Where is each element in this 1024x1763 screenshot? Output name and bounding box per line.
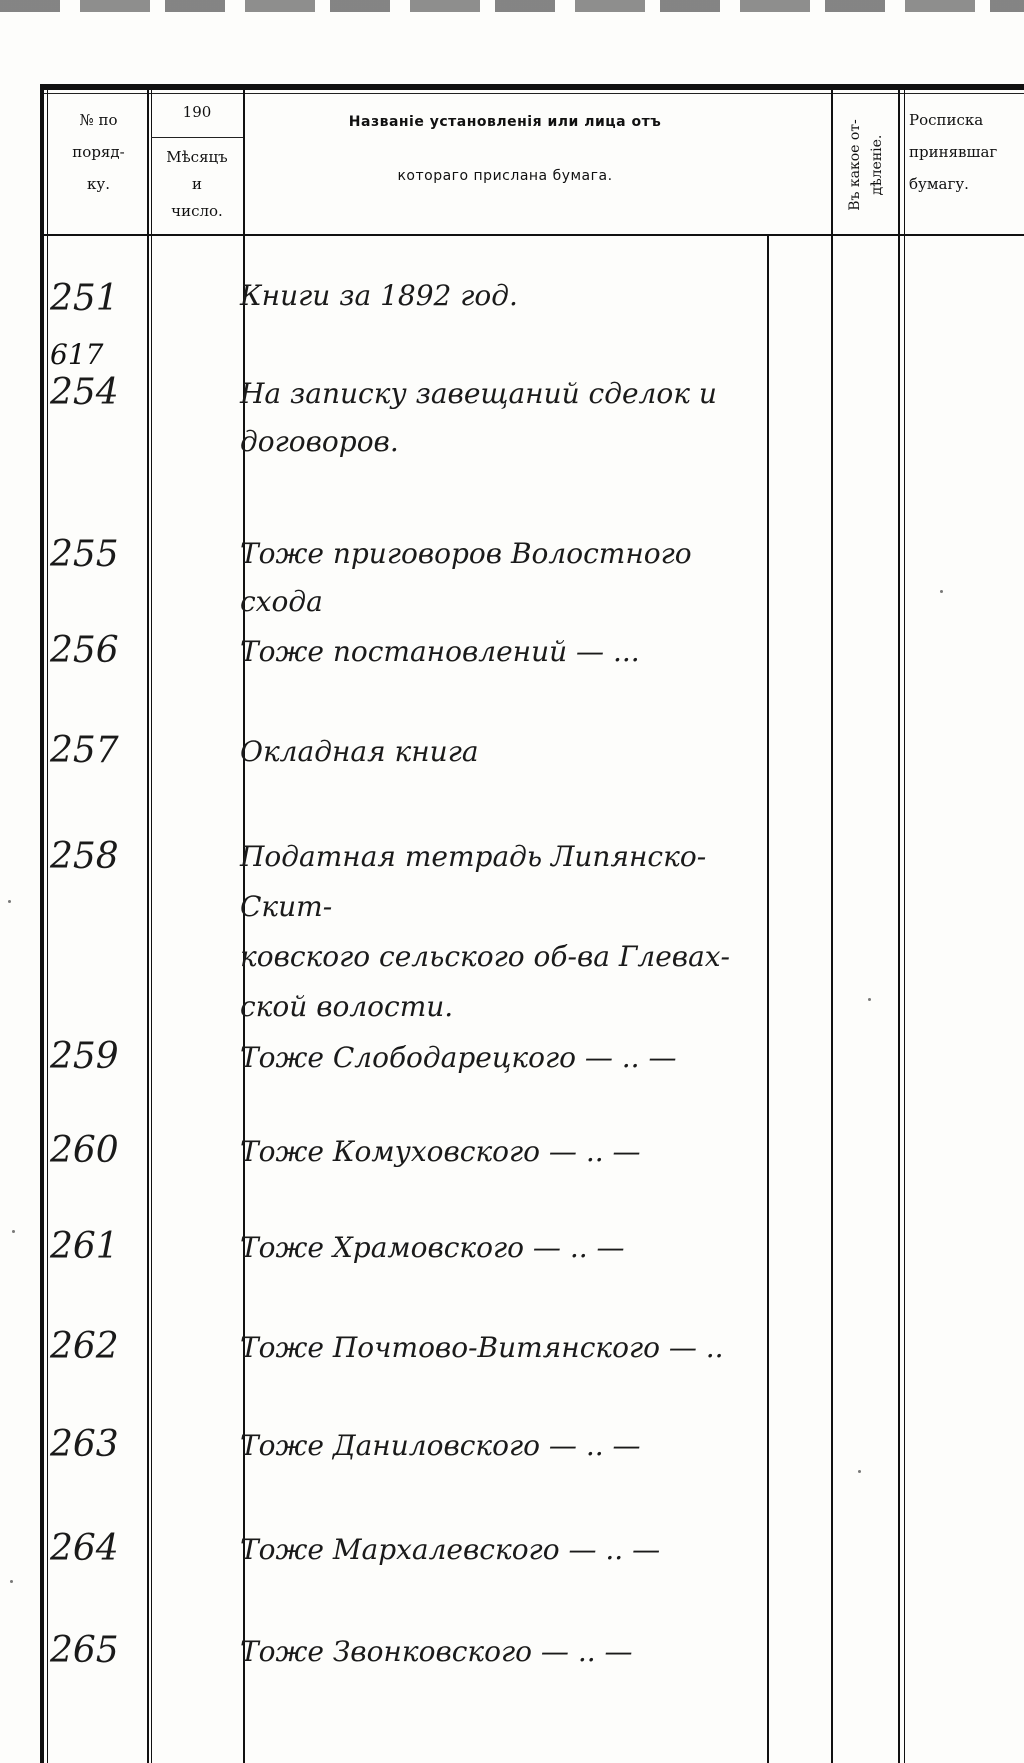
entry-number: 254 (50, 372, 119, 413)
entry-text: Тоже Звонковского — .. — (240, 1635, 633, 1668)
entry-text: Книги за 1892 год. (240, 279, 518, 312)
header-bottom-border (40, 234, 1024, 236)
header-department-text (844, 119, 888, 211)
ink-speck (858, 1470, 861, 1473)
column-divider-number (147, 84, 149, 1763)
table-top-border (40, 84, 1024, 90)
entry-text: Тоже Почтово-Витянского — .. (240, 1331, 724, 1364)
column-divider-dept-left (831, 84, 833, 1763)
torn-top-edge (0, 0, 1024, 12)
header-receipt (905, 104, 1024, 200)
ink-speck (868, 998, 871, 1001)
header-name-line: Названіе установленія или лица отъ (348, 114, 662, 130)
entry-number: 256 (50, 630, 119, 671)
entry-text: На записку завещаний сделок и договоров. (240, 377, 717, 458)
header-department-line: дѣленіе. (868, 134, 885, 196)
entry-text: Тоже приговоров Волостного схода (240, 537, 692, 618)
entry-number: 265 (50, 1630, 119, 1671)
entry-text: Тоже Комуховского — .. — (240, 1135, 641, 1168)
header-number-line: № по (79, 111, 118, 129)
entry-text: Тоже Даниловского — .. — (240, 1429, 641, 1462)
table-top-border-inner (40, 93, 1024, 94)
header-number-line: поряд- (72, 143, 125, 161)
header-date-line: Мѣсяцъ (166, 148, 228, 166)
header-department-line: Въ какое от- (846, 119, 863, 211)
entry-number: 255 (50, 534, 119, 575)
header-date-line: и (192, 175, 202, 193)
header-name-line: котораго прислана бумага. (397, 168, 613, 184)
ink-speck (12, 1230, 15, 1233)
entry-text: Тоже Храмовского — .. — (240, 1231, 625, 1264)
header-date (151, 144, 243, 225)
header-receipt-line: принявшаг (909, 143, 998, 161)
column-divider-number-inner (151, 84, 152, 1763)
left-border (40, 84, 44, 1763)
entry-text: Тоже постановлений — ... (240, 635, 640, 668)
entry-number: 251 (50, 278, 119, 319)
entry-number: 262 (50, 1326, 119, 1367)
entry-number: 258 (50, 836, 119, 877)
entry-number: 261 (50, 1226, 119, 1267)
entry-text: Податная тетрадь Липянско-Скит- ковского сельского об-ва Глевах- ской волости. (240, 840, 731, 1023)
entry-number: 264 (50, 1528, 119, 1569)
entry-number: 259 (50, 1036, 119, 1077)
ink-speck (8, 900, 11, 903)
ink-speck (10, 1580, 13, 1583)
header-year: 190 (182, 103, 212, 121)
header-department (833, 96, 898, 234)
entry-number: 263 (50, 1424, 119, 1465)
header-name (245, 98, 765, 200)
header-date-line: число. (171, 202, 223, 220)
header-number (50, 104, 147, 200)
entry-number: 257 (50, 730, 119, 771)
header-number-line: ку. (87, 175, 110, 193)
entry-text: Тоже Слободарецкого — .. — (240, 1041, 677, 1074)
entry-text: Тоже Мархалевского — .. — (240, 1533, 661, 1566)
entry-subnumber: 617 (50, 338, 104, 371)
entry-text: Окладная книга (240, 735, 479, 768)
entry-number: 260 (50, 1130, 119, 1171)
header-receipt-line: Росписка (909, 111, 984, 129)
left-border-inner (47, 84, 48, 1763)
ink-speck (940, 590, 943, 593)
column-divider-dept-right (898, 84, 900, 1763)
date-header-divider (151, 137, 243, 138)
header-receipt-line: бумагу. (909, 175, 969, 193)
column-divider-dept-right-inner (904, 84, 905, 1763)
